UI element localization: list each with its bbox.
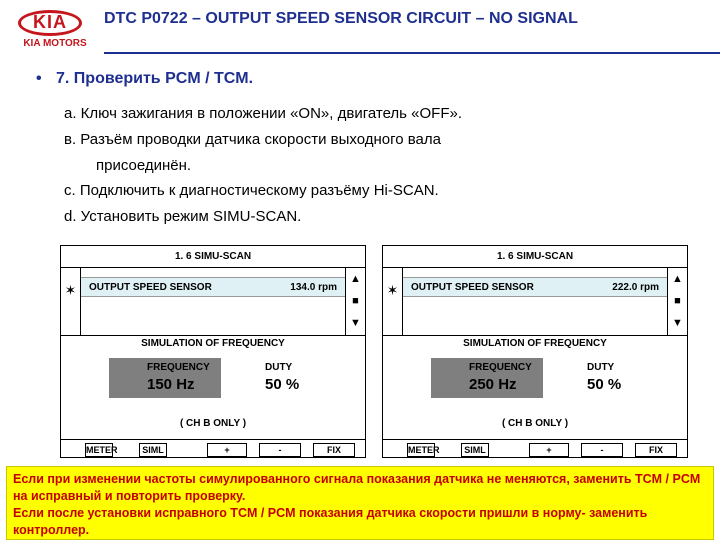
simulation-title: SIMULATION OF FREQUENCY: [463, 338, 607, 349]
logo-subtext: KIA MOTORS: [23, 38, 87, 49]
meter-button[interactable]: METER: [86, 445, 118, 455]
panel-header: 1. 6 SIMU-SCAN: [61, 246, 365, 268]
step-line-b-cont: присоединён.: [96, 157, 192, 174]
star-icon: ✶: [383, 268, 403, 336]
sensor-list: [383, 268, 687, 336]
step-line-d: d. Установить режим SIMU-SCAN.: [64, 208, 302, 225]
sensor-row[interactable]: [403, 277, 667, 297]
step-heading: [36, 70, 253, 88]
bullet: •: [36, 70, 42, 87]
scroll-controls: [345, 268, 365, 336]
sensor-list: [61, 268, 365, 336]
note-line-2: Если после установки исправного TCM / PCM показания датчика скорости пришли в норму- заменить контроллер.: [13, 506, 648, 537]
siml-button[interactable]: SIML: [461, 443, 489, 457]
fix-button[interactable]: FIX: [313, 443, 355, 457]
minus-button[interactable]: -: [259, 443, 301, 457]
scroll-down-icon[interactable]: ▼: [672, 317, 683, 329]
scroll-up-icon[interactable]: ▲: [672, 273, 683, 285]
simu-scan-panel-1: [60, 245, 366, 458]
step-line-c: c. Подключить к диагностическому разъёму Hi-SCAN.: [64, 182, 439, 199]
scroll-controls: [667, 268, 687, 336]
duty-value: 50 %: [587, 376, 622, 393]
sensor-row[interactable]: [81, 277, 345, 297]
minus-button[interactable]: -: [581, 443, 623, 457]
frequency-label: FREQUENCY: [469, 362, 532, 373]
page-title: DTC P0722 – OUTPUT SPEED SENSOR CIRCUIT – NO SIGNAL: [104, 10, 578, 27]
meter-button[interactable]: METER: [408, 445, 440, 455]
plus-button[interactable]: +: [529, 443, 569, 457]
channel-note: ( CH B ONLY ): [501, 418, 569, 429]
step-line-a: a. Ключ зажигания в положении «ON», двигатель «OFF».: [64, 105, 462, 122]
warning-note: [6, 466, 714, 540]
title-divider: [104, 52, 720, 54]
scroll-up-icon[interactable]: ▲: [350, 273, 361, 285]
frequency-value: 250 Hz: [469, 376, 517, 393]
stop-icon[interactable]: ■: [352, 295, 359, 307]
sensor-value: 222.0 rpm: [612, 282, 659, 293]
simulation-title: SIMULATION OF FREQUENCY: [141, 338, 285, 349]
sensor-name: OUTPUT SPEED SENSOR: [411, 282, 534, 293]
note-line-1: Если при изменении частоты симулированного сигнала показания датчика не меняются, заменить TCM / PCM на исправный и повторить проверку.: [13, 472, 701, 503]
duty-label: DUTY: [587, 362, 615, 373]
stop-icon[interactable]: ■: [674, 295, 681, 307]
step-heading-text: 7. Проверить PCM / TCM.: [56, 70, 254, 87]
function-bar: [61, 439, 365, 459]
sensor-name: OUTPUT SPEED SENSOR: [89, 282, 212, 293]
duty-label: DUTY: [265, 362, 293, 373]
channel-note: ( CH B ONLY ): [179, 418, 247, 429]
fix-button[interactable]: FIX: [635, 443, 677, 457]
scroll-down-icon[interactable]: ▼: [350, 317, 361, 329]
frequency-value: 150 Hz: [147, 376, 195, 393]
frequency-label: FREQUENCY: [147, 362, 210, 373]
sensor-value: 134.0 rpm: [290, 282, 337, 293]
kia-logo: [10, 10, 90, 50]
logo-text: KIA: [33, 12, 67, 32]
duty-value: 50 %: [265, 376, 300, 393]
function-bar: [383, 439, 687, 459]
simu-scan-panel-2: [382, 245, 688, 458]
siml-button[interactable]: SIML: [139, 443, 167, 457]
plus-button[interactable]: +: [207, 443, 247, 457]
panel-header: 1. 6 SIMU-SCAN: [383, 246, 687, 268]
star-icon: ✶: [61, 268, 81, 336]
step-line-b: в. Разъём проводки датчика скорости выходного вала: [64, 131, 441, 148]
